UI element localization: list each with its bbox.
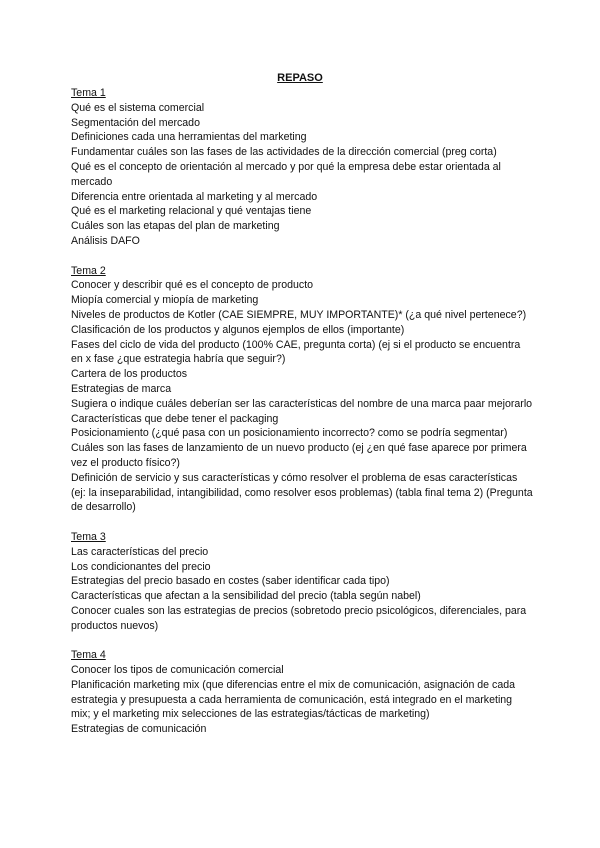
list-item: Planificación marketing mix (que diferencias entre el mix de comunicación, asignación de cada estrategia y presupuesta a cada herramienta de comunicación, está integrado en el marketing mix; y el marketing mix selecciones de las estrategias/tácticas de marketing) [71, 678, 515, 721]
section-heading: Tema 2 [71, 264, 106, 277]
list-item: Definición de servicio y sus características y cómo resolver el problema de esas características (ej: la inseparabilidad, intangibilidad, como resolver esos problemas) (tabla final tema 2) (Pregunta de desarrollo) [71, 471, 533, 514]
list-item: Estrategias de marca [71, 382, 172, 395]
list-item: Cuáles son las etapas del plan de marketing [71, 220, 280, 233]
list-item: Niveles de productos de Kotler (CAE SIEMPRE, MUY IMPORTANTE)* (¿a qué nivel pertenece?) [71, 308, 527, 321]
list-item: Los condicionantes del precio [71, 560, 211, 573]
list-item: Las características del precio [71, 545, 209, 558]
section-heading: Tema 3 [71, 530, 106, 543]
list-item: Qué es el sistema comercial [71, 101, 205, 114]
list-item: Conocer los tipos de comunicación comercial [71, 664, 284, 677]
list-item: Características que afectan a la sensibilidad del precio (tabla según nabel) [71, 590, 421, 603]
list-item: Definiciones cada una herramientas del marketing [71, 131, 307, 144]
list-item: Características que debe tener el packaging [71, 412, 279, 425]
list-item: Sugiera o indique cuáles deberían ser las características del nombre de una marca paar mejorarlo [71, 397, 533, 410]
list-item: Estrategias del precio basado en costes (saber identificar cada tipo) [71, 575, 390, 588]
list-item: Cartera de los productos [71, 368, 188, 381]
list-item: Qué es el concepto de orientación al mercado y por qué la empresa debe estar orientada al mercado [71, 160, 501, 188]
list-item: Qué es el marketing relacional y qué ventajas tiene [71, 205, 312, 218]
document-title: REPASO [277, 72, 323, 84]
list-item: Clasificación de los productos y algunos ejemplos de ellos (importante) [71, 323, 405, 336]
document-content [71, 86, 533, 752]
list-item: Conocer cuales son las estrategias de precios (sobretodo precio psicológicos, diferenciales, para productos nuevos) [71, 604, 527, 632]
list-item: Fundamentar cuáles son las fases de las actividades de la dirección comercial (preg corta) [71, 146, 497, 159]
list-item: Diferencia entre orientada al marketing y al mercado [71, 190, 318, 203]
list-item: Análisis DAFO [71, 234, 140, 247]
section-tema-3 [71, 530, 533, 634]
list-item: Posicionamiento (¿qué pasa con un posicionamiento incorrecto? como se podría segmentar) [71, 427, 508, 440]
list-item: Segmentación del mercado [71, 116, 200, 129]
section-tema-2 [71, 264, 533, 516]
section-heading: Tema 1 [71, 87, 106, 99]
section-heading: Tema 4 [71, 649, 106, 662]
list-item: Miopía comercial y miopía de marketing [71, 294, 259, 307]
section-tema-4 [71, 648, 533, 737]
section-tema-1 [71, 86, 533, 249]
list-item: Cuáles son las fases de lanzamiento de un nuevo producto (ej ¿en qué fase aparece por primera vez el producto físico?) [71, 442, 527, 469]
list-item: Fases del ciclo de vida del producto (100% CAE, pregunta corta) (ej si el producto se encuentra en x fase ¿que estrategia habría que seguir?) [71, 338, 521, 366]
list-item: Estrategias de comunicación [71, 723, 207, 736]
list-item: Conocer y describir qué es el concepto de producto [71, 279, 314, 292]
